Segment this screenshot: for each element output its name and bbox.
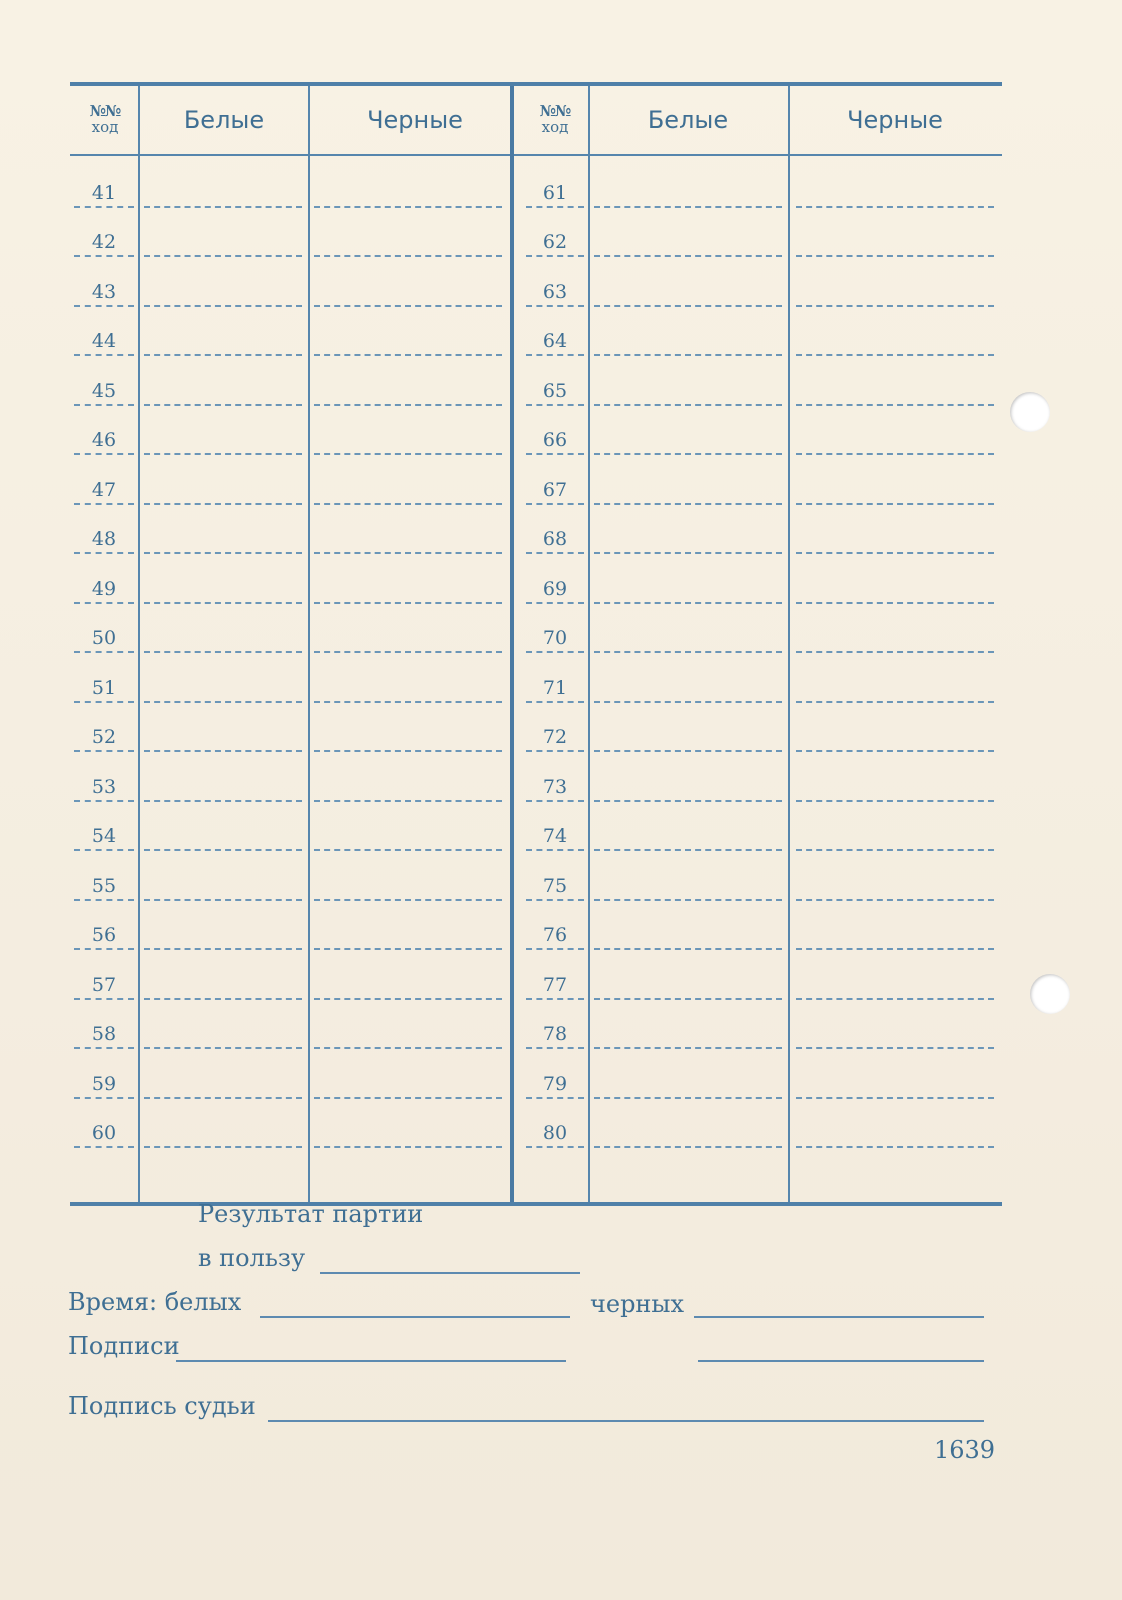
judge-signature-label: Подпись судьи — [68, 1392, 256, 1420]
signature-black-field[interactable] — [698, 1360, 984, 1362]
move-number: 60 — [91, 1122, 117, 1144]
move-row — [70, 901, 522, 951]
move-row — [522, 604, 1002, 654]
move-number: 54 — [91, 825, 117, 847]
move-row — [522, 901, 1002, 951]
black-column-header: Черные — [847, 106, 943, 134]
move-number-underline — [74, 1146, 134, 1148]
move-number: 43 — [91, 280, 117, 303]
time-white-field[interactable] — [260, 1316, 570, 1318]
center-divider — [510, 86, 514, 1202]
white-column-header: Белые — [183, 106, 265, 134]
white-move-field[interactable] — [594, 1146, 782, 1148]
move-row — [70, 950, 522, 1000]
move-number: 66 — [542, 429, 568, 451]
signatures-label: Подписи — [68, 1332, 180, 1360]
move-number: 57 — [91, 973, 117, 996]
black-move-field[interactable] — [796, 1146, 994, 1148]
move-number: 62 — [542, 231, 568, 253]
move-number: 58 — [91, 1023, 117, 1045]
move-row — [70, 802, 522, 852]
time-black-field[interactable] — [694, 1316, 984, 1318]
punch-hole-top — [1010, 392, 1050, 432]
result-section — [68, 1200, 1008, 1440]
move-number: 79 — [542, 1072, 568, 1095]
move-number: 47 — [91, 478, 117, 501]
move-number-header — [522, 86, 588, 154]
move-row — [70, 505, 522, 555]
page-number: 1639 — [934, 1436, 996, 1464]
move-row — [522, 703, 1002, 753]
move-number: 73 — [542, 775, 568, 798]
move-row — [522, 950, 1002, 1000]
move-row — [70, 752, 522, 802]
punch-hole-bottom — [1030, 974, 1070, 1014]
move-row — [522, 851, 1002, 901]
white-column-header: Белые — [647, 106, 729, 134]
time-white-label: Время: белых — [68, 1288, 242, 1316]
move-row — [70, 1000, 522, 1050]
move-number: 76 — [542, 924, 568, 946]
judge-signature-field[interactable] — [268, 1420, 984, 1422]
move-number: 56 — [91, 924, 117, 946]
black-move-field[interactable] — [314, 1146, 502, 1148]
move-row — [70, 851, 522, 901]
move-number: 41 — [91, 181, 117, 204]
black-column-header: Черные — [367, 106, 463, 134]
result-label: Результат партии — [198, 1200, 424, 1228]
move-row — [522, 802, 1002, 852]
move-number: 61 — [542, 181, 568, 204]
moves-table-right — [522, 86, 1002, 1202]
move-number: 59 — [91, 1072, 117, 1095]
move-number: 74 — [542, 825, 568, 847]
moves-table — [70, 80, 1002, 1210]
move-number: 75 — [542, 874, 568, 897]
move-number: 64 — [542, 330, 568, 352]
move-number: 77 — [542, 973, 568, 996]
move-row — [522, 1049, 1002, 1099]
move-row — [522, 455, 1002, 505]
move-number: 50 — [91, 627, 117, 649]
move-number-header-line2: ход — [541, 118, 569, 136]
move-row — [70, 653, 522, 703]
move-row — [522, 1000, 1002, 1050]
move-number: 65 — [542, 379, 568, 402]
move-number: 55 — [91, 874, 117, 897]
time-black-label: черных — [590, 1290, 685, 1318]
in-favor-label: в пользу — [198, 1244, 306, 1272]
move-row — [70, 1049, 522, 1099]
move-row — [522, 752, 1002, 802]
moves-table-left — [70, 86, 522, 1202]
move-row — [70, 703, 522, 753]
move-number: 68 — [542, 528, 568, 550]
move-number: 78 — [542, 1023, 568, 1045]
move-row — [70, 604, 522, 654]
move-row — [70, 554, 522, 604]
move-row — [522, 158, 1002, 208]
move-row — [70, 1099, 522, 1149]
move-number: 67 — [542, 478, 568, 501]
move-row — [522, 653, 1002, 703]
move-number: 63 — [542, 280, 568, 303]
move-number-header-line1: №№ — [89, 102, 121, 121]
move-row — [70, 257, 522, 307]
move-number: 48 — [91, 528, 117, 550]
table-header-right — [522, 86, 1002, 156]
move-number: 69 — [542, 577, 568, 600]
move-number: 52 — [91, 726, 117, 748]
move-number-header-line2: ход — [91, 118, 119, 136]
move-row — [70, 208, 522, 258]
move-row — [522, 257, 1002, 307]
move-number: 44 — [91, 330, 117, 352]
signature-white-field[interactable] — [176, 1360, 566, 1362]
move-row — [522, 208, 1002, 258]
move-number: 46 — [91, 429, 117, 451]
move-row — [522, 356, 1002, 406]
move-number: 70 — [542, 627, 568, 649]
move-number: 72 — [542, 726, 568, 748]
move-number: 42 — [91, 231, 117, 253]
white-move-field[interactable] — [144, 1146, 302, 1148]
move-row — [70, 307, 522, 357]
move-number-header — [70, 86, 140, 154]
move-number-underline — [526, 1146, 584, 1148]
move-row — [522, 1099, 1002, 1149]
move-row — [70, 158, 522, 208]
in-favor-field[interactable] — [320, 1272, 580, 1274]
move-number: 71 — [542, 676, 568, 699]
move-number: 49 — [91, 577, 117, 600]
move-row — [522, 505, 1002, 555]
move-row — [522, 406, 1002, 456]
move-number: 45 — [91, 379, 117, 402]
move-row — [522, 307, 1002, 357]
move-number: 53 — [91, 775, 117, 798]
move-row — [70, 356, 522, 406]
move-row — [522, 554, 1002, 604]
move-number-header-line1: №№ — [539, 102, 571, 121]
move-row — [70, 406, 522, 456]
move-number: 51 — [91, 676, 117, 699]
move-row — [70, 455, 522, 505]
move-number: 80 — [542, 1122, 568, 1144]
